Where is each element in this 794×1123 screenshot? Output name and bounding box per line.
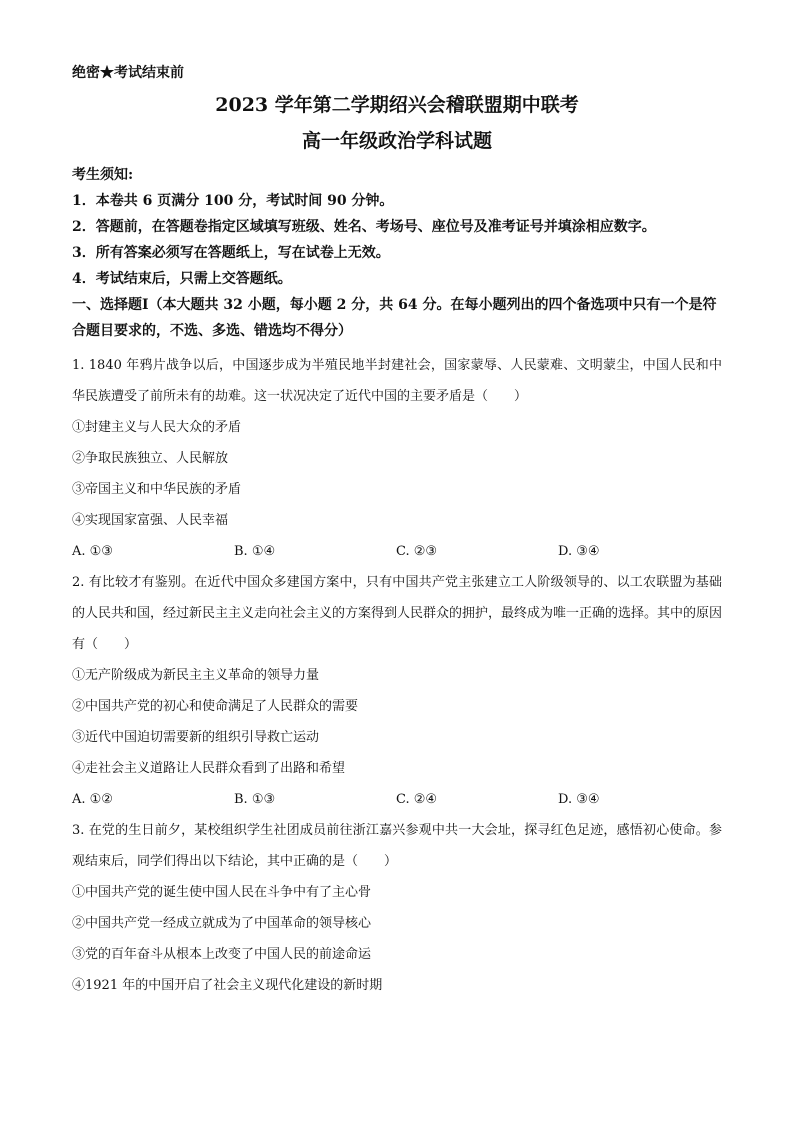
statement-option: ③党的百年奋斗从根本上改变了中国人民的前途命运 [72, 947, 372, 962]
statement-option: ③帝国主义和中华民族的矛盾 [72, 482, 242, 497]
exam-page [72, 60, 722, 1001]
confidential-label: 绝密★考试结束前 [72, 65, 184, 81]
answer-choices [72, 536, 722, 567]
statement-option: ②争取民族独立、人民解放 [72, 451, 229, 466]
question-1 [72, 350, 722, 567]
notice-item: 1．本卷共 6 页满分 100 分，考试时间 90 分钟。 [72, 193, 394, 209]
exam-title: 2023 学年第二学期绍兴会稽联盟期中联考 [215, 94, 579, 116]
choice-c: C. ②④ [396, 792, 438, 807]
choice-d: D. ③④ [558, 544, 600, 559]
notice-item: 2．答题前，在答题卷指定区域填写班级、姓名、考场号、座位号及准考证号并填涂相应数字。 [72, 219, 656, 235]
question-stem: 1. 1840 年鸦片战争以后，中国逐步成为半殖民地半封建社会，国家蒙辱、人民蒙难、文明蒙尘，中国人民和中华民族遭受了前所未有的劫难。这一状况决定了近代中国的主要矛盾是（ ） [72, 358, 722, 404]
choice-a: A. ①② [72, 792, 113, 807]
notice-item: 3．所有答案必须写在答题纸上，写在试卷上无效。 [72, 245, 390, 261]
statement-option: ②中国共产党的初心和使命满足了人民群众的需要 [72, 699, 359, 714]
statement-option: ④1921 年的中国开启了社会主义现代化建设的新时期 [72, 978, 383, 993]
question-stem: 2. 有比较才有鉴别。在近代中国众多建国方案中，只有中国共产党主张建立工人阶级领导的、以工农联盟为基础的人民共和国，经过新民主主义走向社会主义的方案得到人民群众的拥护，最终成为唯一正确的选择。其中的原因有（ ） [72, 575, 723, 652]
statement-option: ②中国共产党一经成立就成为了中国革命的领导核心 [72, 916, 372, 931]
choice-c: C. ②③ [396, 544, 438, 559]
section-heading: 一、选择题Ⅰ（本大题共 32 小题，每小题 2 分，共 64 分。在每小题列出的四个备选项中只有一个是符合题目要求的，不选、多选、错选均不得分） [72, 297, 717, 339]
statement-option: ③近代中国迫切需要新的组织引导救亡运动 [72, 730, 320, 745]
statement-option: ④实现国家富强、人民幸福 [72, 513, 229, 528]
statement-option: ①无产阶级成为新民主主义革命的领导力量 [72, 668, 320, 683]
notice-heading: 考生须知: [72, 167, 134, 183]
question-2 [72, 567, 722, 815]
statement-option: ①封建主义与人民大众的矛盾 [72, 420, 242, 435]
statement-option: ④走社会主义道路让人民群众看到了出路和希望 [72, 761, 346, 776]
candidate-notice [72, 162, 722, 292]
choice-d: D. ③④ [558, 792, 600, 807]
answer-choices [72, 784, 722, 815]
question-3 [72, 815, 722, 1001]
notice-item: 4．考试结束后，只需上交答题纸。 [72, 271, 292, 287]
choice-b: B. ①③ [234, 792, 276, 807]
exam-subtitle: 高一年级政治学科试题 [301, 130, 492, 152]
question-stem: 3. 在党的生日前夕，某校组织学生社团成员前往浙江嘉兴参观中共一大会址，探寻红色足迹，感悟初心使命。参观结束后，同学们得出以下结论，其中正确的是（ ） [72, 823, 722, 869]
choice-a: A. ①③ [72, 544, 113, 559]
statement-option: ①中国共产党的诞生使中国人民在斗争中有了主心骨 [72, 885, 372, 900]
choice-b: B. ①④ [234, 544, 276, 559]
